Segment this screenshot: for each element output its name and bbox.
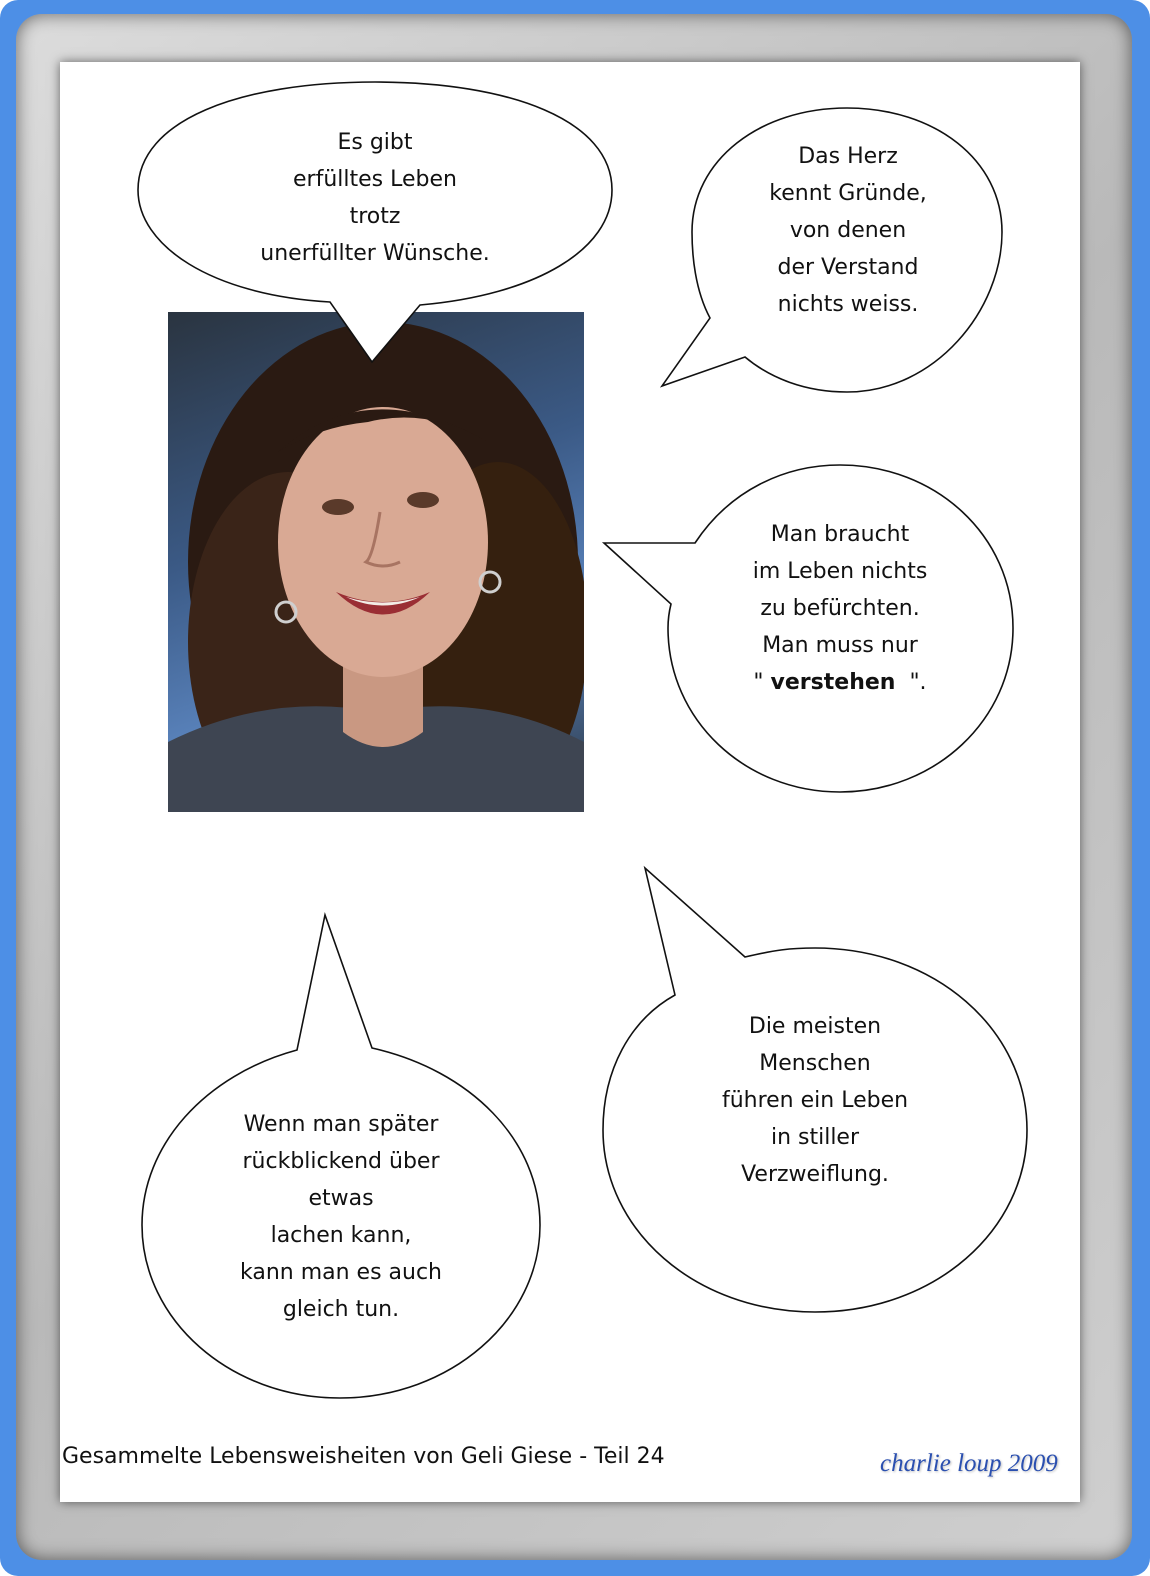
emphasis-word: verstehen <box>770 670 896 695</box>
quote-line-emphasis <box>753 664 928 701</box>
quote-line: zu befürchten. <box>760 596 920 621</box>
quote-line: gleich tun. <box>282 1297 400 1322</box>
footer-credit-signature: charlie loup 2009 <box>880 1450 1058 1477</box>
quote-bottom-right <box>722 1008 908 1193</box>
quote-top-right <box>769 138 926 323</box>
quote-middle-right <box>753 516 928 701</box>
quote-line: Verzweiflung. <box>741 1162 889 1187</box>
quote-line: führen ein Leben <box>721 1088 909 1113</box>
quote-line: Man braucht <box>770 522 910 547</box>
quote-line: kennt Gründe, <box>769 181 927 206</box>
quote-line: etwas <box>308 1186 374 1211</box>
quote-line: unerfüllter Wünsche. <box>260 241 490 266</box>
quote-line: von denen <box>789 218 907 243</box>
quote-line: Menschen <box>759 1051 871 1076</box>
quote-line: lachen kann, <box>270 1223 412 1248</box>
quote-line: trotz <box>349 204 401 229</box>
quote-line: Wenn man später <box>243 1112 439 1137</box>
quote-bottom-left <box>240 1106 442 1328</box>
quote-line: im Leben nichts <box>752 559 928 584</box>
quote-line: der Verstand <box>777 255 919 280</box>
quote-line: erfülltes Leben <box>293 167 457 192</box>
quote-line: rückblickend über <box>242 1149 440 1174</box>
quote-open-mark: " <box>753 670 764 695</box>
quote-line: Das Herz <box>798 144 898 169</box>
quote-line: Die meisten <box>748 1014 882 1039</box>
footer-title: Gesammelte Lebensweisheiten von Geli Giese - Teil 24 <box>62 1444 665 1469</box>
quote-line: nichts weiss. <box>777 292 919 317</box>
quote-line: kann man es auch <box>239 1260 443 1285</box>
quote-line: in stiller <box>770 1125 860 1150</box>
quote-close-mark: ". <box>909 670 927 695</box>
quote-line: Es gibt <box>337 130 413 155</box>
quote-top-left <box>260 124 489 272</box>
quote-line: Man muss nur <box>762 633 918 658</box>
